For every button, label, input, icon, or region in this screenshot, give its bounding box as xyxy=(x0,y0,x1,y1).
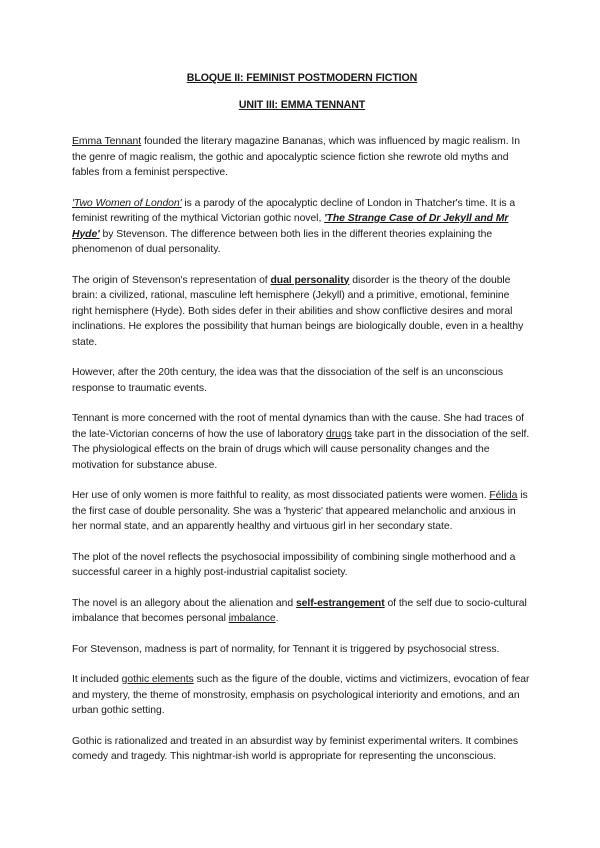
keyword-imbalance[interactable]: imbalance xyxy=(228,613,276,624)
paragraph-text: founded the literary magazine Bananas, which was influenced by magic realism. In the genre of magic realism, the gothic and apocalyptic science fiction she rewrote old myths and fables from a feminist perspective. xyxy=(72,136,520,178)
paragraph-text: It included xyxy=(72,674,122,685)
paragraph-text: The novel is an allegory about the alienation and xyxy=(72,597,296,609)
work-title-two-women[interactable]: 'Two Women of London' xyxy=(72,197,182,209)
paragraph-text: . xyxy=(275,613,279,624)
paragraph-text: is a parody of the apocalyptic decline of London in Thatcher's time. It is a feminist rewriting of the mythical Victorian gothic novel, xyxy=(72,197,516,224)
keyword-felida[interactable]: Félida xyxy=(489,490,518,501)
unit-title: UNIT III: EMMA TENNANT xyxy=(238,99,366,111)
paragraph-text: is the first case of double personality. She was a 'hysteric' that appeared melancholic and anxious in her normal state, and an apparently healthy and virtuous girl in her secondary state. xyxy=(72,490,528,532)
paragraph-madness xyxy=(72,642,532,658)
paragraph-text: Her use of only women is more faithful to reality, as most dissociated patients were women. xyxy=(72,490,490,501)
keyword-dual-personality[interactable]: dual personality xyxy=(270,274,350,286)
paragraph-gothic-rationalized xyxy=(72,734,532,765)
keyword-drugs[interactable]: drugs xyxy=(325,428,352,440)
author-name-link[interactable]: Emma Tennant xyxy=(72,136,142,147)
paragraph-women xyxy=(72,488,532,535)
paragraph-intro xyxy=(72,134,532,181)
paragraph-text: The plot of the novel reflects the psychosocial impossibility of combining single motherhood and a successful career in a highly post-industrial capitalist society. xyxy=(72,551,516,578)
paragraph-mental-dynamics xyxy=(72,411,532,473)
keyword-self-estrangement[interactable]: self-estrangement xyxy=(295,597,385,609)
paragraph-text: The origin of Stevenson's representation of xyxy=(72,274,271,286)
paragraph-plot xyxy=(72,550,532,581)
paragraph-text: by Stevenson. The difference between both lies in the different theories explaining the phenomenon of dual personality. xyxy=(72,228,493,255)
paragraph-20th-century xyxy=(72,365,532,396)
paragraph-text: disorder is the theory of the double brain: a civilized, rational, masculine left hemisphere (Jekyll) and a primitive, emotional, feminine right hemisphere (Hyde). Both sides defer in their abilities and show conflictive desires and moral inclinations. He explores the possibility that human beings are biologically double, even in a healthy state. xyxy=(72,274,524,348)
keyword-gothic-elements[interactable]: gothic elements xyxy=(121,674,194,685)
paragraph-gothic-elements xyxy=(72,672,532,719)
paragraph-text: For Stevenson, madness is part of normality, for Tennant it is triggered by psychosocial stress. xyxy=(72,643,500,655)
work-title-jekyll-hyde[interactable]: 'The Strange Case of Dr Jekyll and Mr Hyde' xyxy=(72,213,509,240)
paragraph-text: Tennant is more concerned with the root of mental dynamics than with the cause. She had traces of the late-Victorian concerns of how the use of laboratory xyxy=(72,413,525,440)
paragraph-allegory xyxy=(72,596,532,627)
paragraph-text: take part in the dissociation of the self. The physiological effects on the brain of drugs which will cause personality changes and the motivation for substance abuse. xyxy=(72,428,530,471)
paragraph-text: such as the figure of the double, victims and victimizers, evocation of fear and mystery, the theme of monstrosity, emphasis on psychological interiority and emotions, and an urban gothic setting. xyxy=(72,674,530,716)
paragraph-text: of the self due to socio-cultural imbalance that becomes personal xyxy=(72,597,527,624)
paragraph-text: However, after the 20th century, the idea was that the dissociation of the self is an unconscious response to traumatic events. xyxy=(72,367,504,394)
paragraph-two-women xyxy=(72,196,532,258)
document-body xyxy=(72,72,532,765)
document-title: BLOQUE II: FEMINIST POSTMODERN FICTION xyxy=(186,72,418,84)
paragraph-text: Gothic is rationalized and treated in an absurdist way by feminist experimental writers. It combines comedy and tragedy. This nightmar-ish world is appropriate for representing the unconscious. xyxy=(72,735,519,762)
paragraph-dual-personality xyxy=(72,273,532,351)
